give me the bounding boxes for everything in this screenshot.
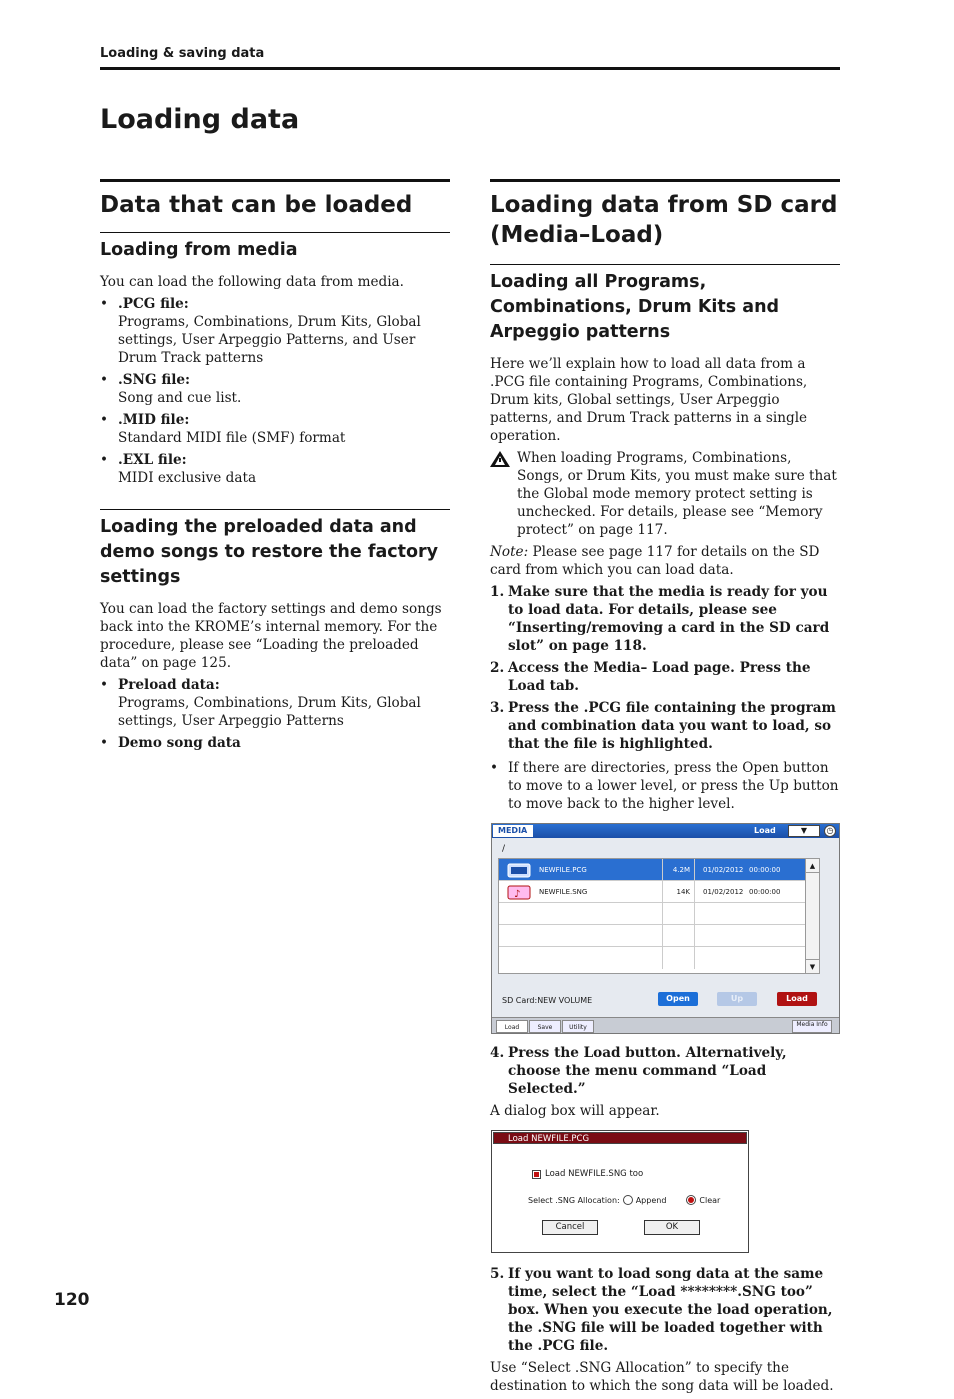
table-row[interactable] (499, 947, 819, 969)
left-column (100, 179, 450, 756)
table-row[interactable]: NEWFILE.PCG 4.2M 01/02/2012 00:00:00 (499, 859, 819, 881)
list-item: • Demo song data (100, 735, 241, 751)
ok-button[interactable]: OK (644, 1220, 700, 1235)
allocation-note: Use “Select .SNG Allocation” to specify the destination to which the song data will be loaded. (490, 1360, 834, 1394)
page-label: Load (754, 826, 776, 835)
list-item: • .MID file: Standard MIDI file (SMF) format (100, 412, 346, 446)
chevron-down-icon: ▼ (800, 826, 808, 835)
clock-icon[interactable]: ◷ (824, 825, 836, 837)
tab-load[interactable]: Load (496, 1020, 528, 1033)
header-rule (100, 67, 840, 70)
sng-allocation: Select .SNG Allocation: Append Clear (528, 1195, 721, 1205)
scroll-down-icon[interactable]: ▼ (806, 959, 819, 973)
page-menu-button[interactable] (788, 825, 820, 837)
screen-header (492, 824, 839, 838)
tab-media-info[interactable]: Media Info (792, 1020, 832, 1033)
dialog-appears-text: A dialog box will appear. (490, 1103, 660, 1119)
subsection-heading-load-all: Loading all Programs, Combinations, Drum Kits and Arpeggio patterns (490, 264, 840, 345)
list-item: • .EXL file: MIDI exclusive data (100, 452, 257, 486)
warning-note: When loading Programs, Combinations, Songs, or Drum Kits, you must make sure that the Global mode memory protect setting is unchecked. For details, please see “Memory protect” on page 117. (490, 449, 840, 539)
table-row[interactable] (499, 903, 819, 925)
step-item: 3. Press the .PCG file containing the program and combination data you want to load, so that the file is highlighted. (490, 700, 836, 752)
radio-append[interactable] (623, 1195, 633, 1205)
page-title: Loading data (100, 104, 300, 135)
dialog-title: Load NEWFILE.PCG (493, 1132, 747, 1144)
open-button[interactable]: Open (658, 992, 698, 1006)
load-sng-checkbox[interactable]: Load NEWFILE.SNG too (532, 1169, 643, 1179)
file-list (498, 858, 820, 974)
page-number: 120 (54, 1290, 90, 1310)
step-item: 5. If you want to load song data at the same time, select the “Load ********.SNG too” box. When you execute the load operation, the .SNG file will be loaded together with the .PCG file. (490, 1266, 833, 1354)
step-item: 1. Make sure that the media is ready for you to load data. For details, please see “Inserting/removing a card in the SD card slot” on page 118. (490, 584, 830, 654)
svg-text:♪: ♪ (514, 888, 521, 900)
running-head: Loading & saving data (100, 46, 265, 61)
subsection-heading-preload: Loading the preloaded data and demo songs to restore the factory settings (100, 509, 450, 590)
scroll-up-icon[interactable]: ▲ (806, 859, 819, 873)
sng-file-icon (507, 884, 531, 900)
load-all-intro: Here we’ll explain how to load all data from a .PCG file containing Programs, Combinations, Drum kits, Global settings, User Arpeggio patterns, and Drum Track patterns in a single operation. (490, 356, 808, 444)
pcg-file-icon (507, 862, 531, 878)
checkbox-checked-icon[interactable] (532, 1170, 541, 1179)
tab-save[interactable]: Save (529, 1020, 561, 1033)
section-heading-data-loadable: Data that can be loaded (100, 179, 450, 220)
list-item: • If there are directories, press the Open button to move to a lower level, or press the Up button to move back to the higher level. (490, 760, 839, 812)
subsection-heading-media: Loading from media (100, 232, 450, 263)
media-intro: You can load the following data from media. (100, 274, 404, 290)
tab-utility[interactable]: Utility (562, 1020, 594, 1033)
preload-intro: You can load the factory settings and demo songs back into the KROME’s internal memory. For the procedure, please see “Loading the preloaded data” on page 125. (100, 601, 442, 671)
file-list-scrollbar[interactable] (805, 859, 819, 973)
warning-icon (490, 451, 510, 467)
page-tabs (492, 1017, 839, 1033)
note: Note: Please see page 117 for details on the SD card from which you can load data. (490, 544, 820, 578)
load-dialog (491, 1130, 749, 1253)
load-button[interactable]: Load (777, 992, 817, 1006)
list-item: • .SNG file: Song and cue list. (100, 372, 242, 406)
table-row[interactable]: ♪ NEWFILE.SNG 14K 01/02/2012 00:00:00 (499, 881, 819, 903)
step-item: 2. Access the Media– Load page. Press the Load tab. (490, 660, 811, 694)
list-item: • .PCG file: Programs, Combinations, Drum Kits, Global settings, User Arpeggio Patterns, and User Drum Track patterns (100, 296, 421, 366)
table-row[interactable] (499, 925, 819, 947)
right-column (490, 179, 840, 1399)
list-item: • Preload data: Programs, Combinations, Drum Kits, Global settings, User Arpeggio Patterns (100, 677, 421, 729)
preload-list (100, 676, 450, 752)
radio-clear[interactable] (686, 1195, 696, 1205)
current-path: / (502, 844, 506, 854)
cancel-button[interactable]: Cancel (542, 1220, 598, 1235)
media-load-screen (491, 823, 840, 1034)
up-button[interactable]: Up (717, 992, 757, 1006)
section-heading-sd-load: Loading data from SD card (Media–Load) (490, 179, 840, 250)
media-list (100, 295, 450, 487)
mode-label: MEDIA (493, 825, 533, 837)
step-item: 4. Press the Load button. Alternatively, choose the menu command “Load Selected.” (490, 1045, 787, 1097)
volume-label: SD Card:NEW VOLUME (502, 996, 593, 1005)
